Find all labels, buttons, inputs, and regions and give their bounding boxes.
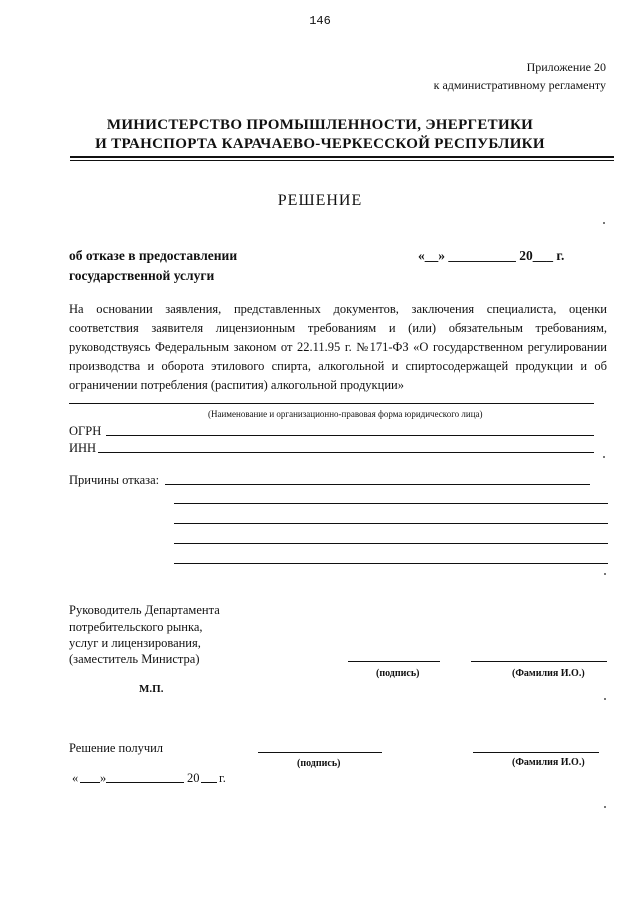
appendix-line-1: Приложение 20 [526, 60, 606, 74]
head-signature-caption: (подпись) [376, 668, 420, 679]
received-signature-caption: (подпись) [297, 758, 341, 769]
received-year-line[interactable] [201, 782, 217, 783]
scan-speck [603, 222, 605, 224]
received-year-prefix: 20 [187, 771, 200, 785]
document-title: РЕШЕНИЕ [277, 192, 363, 209]
received-month-line[interactable] [106, 782, 184, 783]
ministry-name-line-1: МИНИСТЕРСТВО ПРОМЫШЛЕННОСТИ, ЭНЕРГЕТИКИ [106, 117, 534, 133]
inn-line[interactable] [98, 452, 594, 453]
ogrn-line[interactable] [106, 435, 594, 436]
inn-label: ИНН [69, 441, 97, 455]
org-name-caption: (Наименование и организационно-правовая форма юридического лица) [208, 409, 483, 419]
scan-speck [604, 573, 606, 575]
received-name-caption: (Фамилия И.О.) [512, 757, 585, 768]
subject-line-2: государственной услуги [69, 268, 215, 283]
received-year-suffix: г. [219, 771, 226, 785]
reasons-line-4[interactable] [174, 543, 608, 544]
reasons-line-1[interactable] [165, 484, 590, 485]
appendix-line-2: к административному регламенту [433, 78, 606, 92]
reasons-line-2[interactable] [174, 503, 608, 504]
scan-speck [603, 456, 605, 458]
received-day-line[interactable] [80, 782, 100, 783]
stamp-placeholder: М.П. [139, 683, 164, 695]
received-label: Решение получил [69, 741, 164, 755]
head-title-line-1: Руководитель Департамента [69, 603, 220, 617]
head-signature-line[interactable] [348, 661, 440, 662]
head-title-line-3: услуг и лицензирования, [69, 636, 201, 650]
date-field[interactable]: «__» __________ 20___ г. [418, 248, 565, 263]
head-title-line-2: потребительского рынка, [69, 620, 203, 634]
head-name-caption: (Фамилия И.О.) [512, 668, 585, 679]
header-rule-thick [70, 156, 614, 158]
ministry-name-line-2: И ТРАНСПОРТА КАРАЧАЕВО-ЧЕРКЕССКОЙ РЕСПУБЛИКИ [95, 136, 545, 152]
reasons-label: Причины отказа: [69, 473, 160, 487]
subject-line-1: об отказе в предоставлении [69, 248, 238, 263]
head-name-line[interactable] [471, 661, 607, 662]
received-date-close-quote: » [100, 771, 107, 785]
reasons-line-3[interactable] [174, 523, 608, 524]
received-signature-line[interactable] [258, 752, 382, 753]
scan-speck [604, 806, 606, 808]
ogrn-label: ОГРН [69, 424, 102, 438]
head-title-line-4: (заместитель Министра) [69, 652, 200, 666]
reasons-line-5[interactable] [174, 563, 608, 564]
received-name-line[interactable] [473, 752, 599, 753]
legal-basis-paragraph: На основании заявления, представленных документов, заключения специалиста, оценки соответствия заявителя лицензионным требованиям и (или) обязательным требованиям, руководствуясь Федеральным законом от 22.11.95 г. №171-ФЗ «О государственном регулировании производства и оборота этилового спирта, алкогольной и спиртосодержащей продукции и об ограничении потребления (распития) алкогольной продукции» [69, 302, 607, 392]
received-date-open-quote: « [72, 771, 79, 785]
org-name-line[interactable] [69, 403, 594, 404]
scan-speck [604, 698, 606, 700]
page-number: 146 [309, 14, 331, 28]
header-rule-thin [70, 160, 614, 161]
